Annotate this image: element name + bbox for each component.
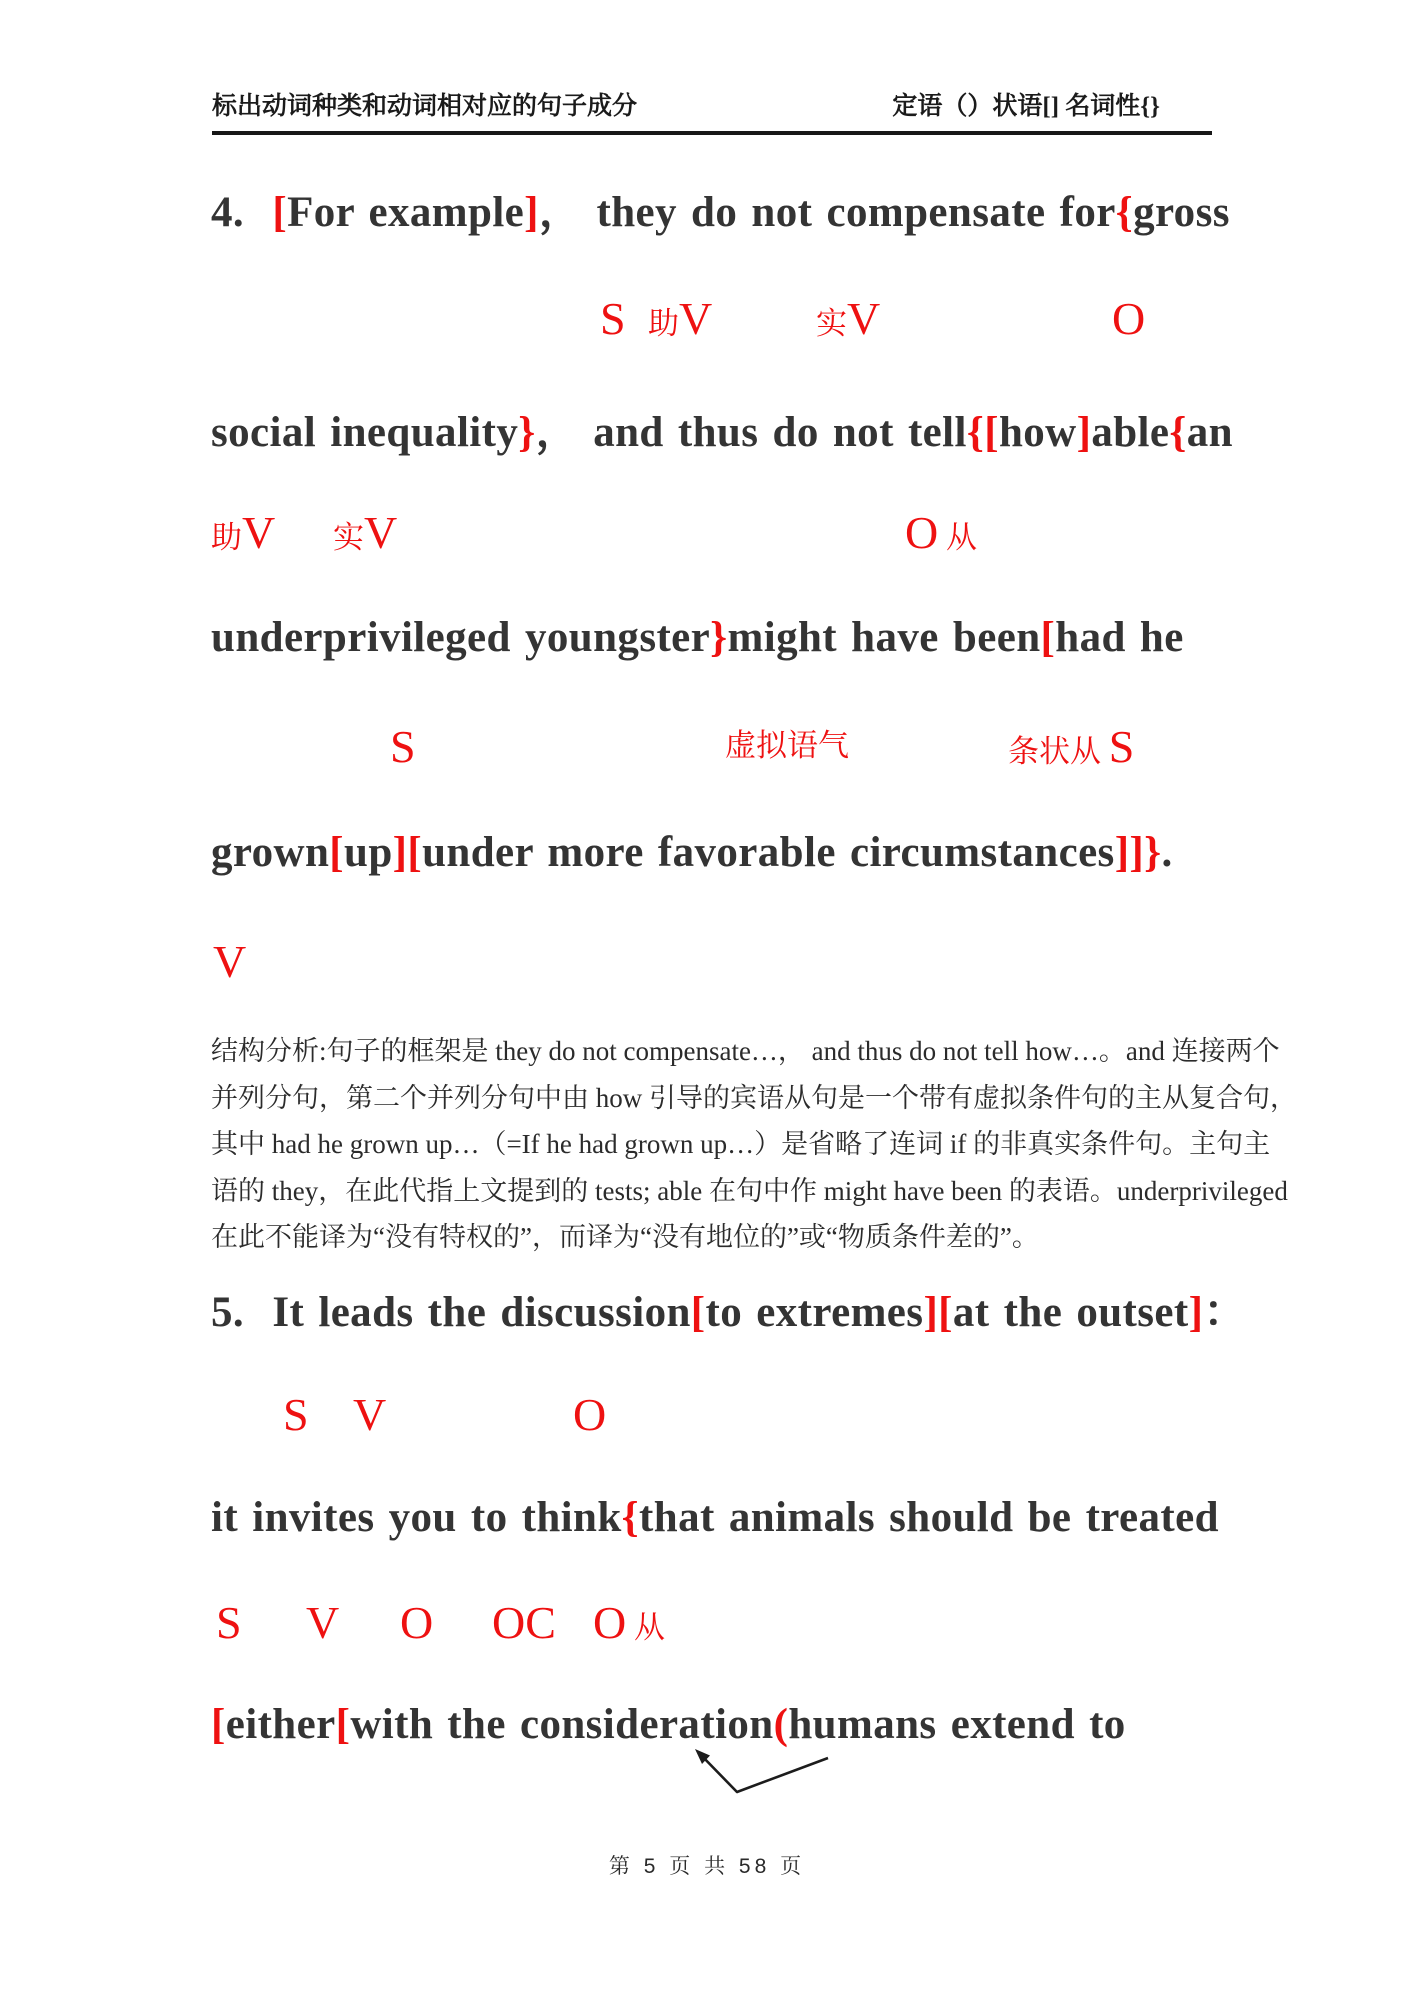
analysis-line: 结构分析:句子的框架是 they do not compensate…， and thus do not tell how…。and 连接两个 [211,1036,1280,1066]
bracket-mark: } [518,409,536,456]
bracket-mark: } [710,614,728,661]
annotation-letter: S [1108,721,1135,772]
annotation-row-4-4 [0,935,1414,997]
sentence-text: able [1091,409,1170,456]
annotation-cjk-label: 从 [626,1610,665,1645]
bracket-mark: ]]} [1114,829,1162,876]
analysis-line: 在此不能译为“没有特权的”，而译为“没有地位的”或“物质条件差的”。 [211,1222,1039,1252]
grammar-annotation [648,292,712,345]
annotation-letter: V [364,507,398,558]
bracket-mark: { [1169,409,1187,456]
sentence-4-line-2 [211,398,1233,459]
sentence-text: had he [1055,614,1184,661]
sentence-text: they do not compensate for [596,189,1116,236]
sentence-4-line-4 [211,828,1173,877]
annotation-letter: V [847,293,881,344]
annotation-cjk-label: 实 [816,306,847,341]
sentence-text: . [1161,829,1173,876]
grammar-annotation [573,1388,606,1441]
analysis-line: 并列分句，第二个并列分句中由 how 引导的宾语从句是一个带有虚拟条件句的主从复合句， [211,1082,1297,1113]
sentence-5-line-1 [211,1278,1247,1339]
annotation-letter: V [213,936,247,987]
annotation-letter: V [242,507,276,558]
bracket-mark: ][ [392,829,423,876]
sentence-text: up [344,829,393,876]
annotation-cjk-label: 虚拟语气 [725,728,849,763]
annotation-letter: O [1112,293,1146,344]
grammar-annotation [211,506,275,559]
sentence-5-line-2 [211,1493,1219,1542]
sentence-text: it invites you to think [211,1494,622,1541]
page-header [212,86,1212,135]
bracket-mark: ] [1188,1289,1204,1336]
grammar-annotation [390,720,416,773]
annotation-letter: S [283,1389,309,1440]
sentence-text: either [225,1701,336,1748]
sentence-text: that animals should be treated [639,1494,1219,1541]
annotation-row-5-2 [0,1596,1414,1658]
sentence-text: For example [287,189,525,236]
annotation-row-4-3 [0,720,1414,782]
hand-drawn-arrow [650,1736,850,1811]
grammar-annotation [333,506,397,559]
annotation-letter: O [400,1597,434,1648]
annotation-cjk-label: 从 [938,520,977,555]
sentence-text: ， [535,409,594,456]
bracket-mark: ( [773,1701,789,1748]
structure-analysis-paragraph [211,1028,1297,1261]
sentence-text: at the outset [952,1289,1189,1336]
grammar-annotation [213,935,246,988]
header-right-legend: 定语（）状语[] 名词性{} [892,93,1160,120]
sentence-text: 5. It leads the discussion [211,1289,691,1336]
grammar-annotation [1112,292,1145,345]
annotation-letter: V [353,1389,387,1440]
grammar-annotation [600,292,626,345]
sentence-text: 4. [211,189,273,236]
sentence-text: underprivileged youngster [211,614,711,661]
annotation-cjk-label: 条状从 [1008,734,1109,769]
annotation-letter: S [390,721,416,772]
sentence-text: ， [538,189,597,236]
annotation-cjk-label: 实 [333,520,364,555]
sentence-text: an [1186,409,1233,456]
annotation-letter: V [679,293,713,344]
grammar-annotation [1008,720,1134,773]
annotation-letter: O [573,1389,607,1440]
header-left-title: 标出动词种类和动词相对应的句子成分 [212,93,638,120]
bracket-mark: [ [690,1289,706,1336]
bracket-mark: ] [1076,409,1092,456]
bracket-mark: [ [1040,614,1056,661]
bracket-mark: [ [211,1701,226,1748]
grammar-annotation [816,292,880,345]
sentence-text: how [998,409,1077,456]
grammar-annotation [283,1388,309,1441]
annotation-letter: OC [492,1597,556,1648]
annotation-cjk-label: 助 [211,520,242,555]
annotation-row-5-1 [0,1388,1414,1450]
grammar-annotation [306,1596,339,1649]
annotation-letter: O [905,507,939,558]
grammar-annotation [400,1596,433,1649]
annotation-letter: O [593,1597,627,1648]
grammar-annotation [905,506,977,559]
sentence-text: with the consideration [350,1701,774,1748]
sentence-text: ： [1203,1289,1247,1336]
sentence-text: might have been [727,614,1041,661]
bracket-mark: ] [524,189,539,236]
analysis-line: 语的 they，在此代指上文提到的 tests; able 在句中作 might have been 的表语。underprivileged [211,1175,1288,1206]
bracket-mark: { [1115,189,1134,236]
bracket-mark: [ [329,829,345,876]
sentence-text: humans extend to [788,1701,1126,1748]
annotation-letter: V [306,1597,340,1648]
sentence-text: gross [1133,189,1230,236]
sentence-text: under more favorable circumstances [422,829,1115,876]
sentence-text: and thus do not tell [593,409,967,456]
analysis-line: 其中 had he grown up…（=If he had grown up…）是省略了连词 if 的非真实条件句。主句主 [211,1129,1271,1159]
grammar-annotation [725,720,849,765]
annotation-row-4-1 [0,292,1414,354]
page-footer: 第 5 页 共 58 页 [608,1855,806,1878]
annotation-row-4-2 [0,506,1414,568]
bracket-mark: [ [335,1701,351,1748]
bracket-mark: ][ [923,1289,953,1336]
grammar-annotation [353,1388,386,1441]
sentence-text: social inequality [211,409,519,456]
sentence-text: to extremes [705,1289,924,1336]
annotation-letter: S [600,293,626,344]
grammar-annotation [492,1596,556,1649]
sentence-4-line-1 [211,178,1230,239]
annotation-cjk-label: 助 [648,306,679,341]
bracket-mark: { [621,1494,640,1541]
annotation-letter: S [216,1597,242,1648]
grammar-annotation [593,1596,665,1649]
bracket-mark: [ [272,189,288,236]
bracket-mark: {[ [966,409,999,456]
grammar-annotation [216,1596,242,1649]
sentence-text: grown [211,829,330,876]
sentence-4-line-3 [211,613,1184,662]
